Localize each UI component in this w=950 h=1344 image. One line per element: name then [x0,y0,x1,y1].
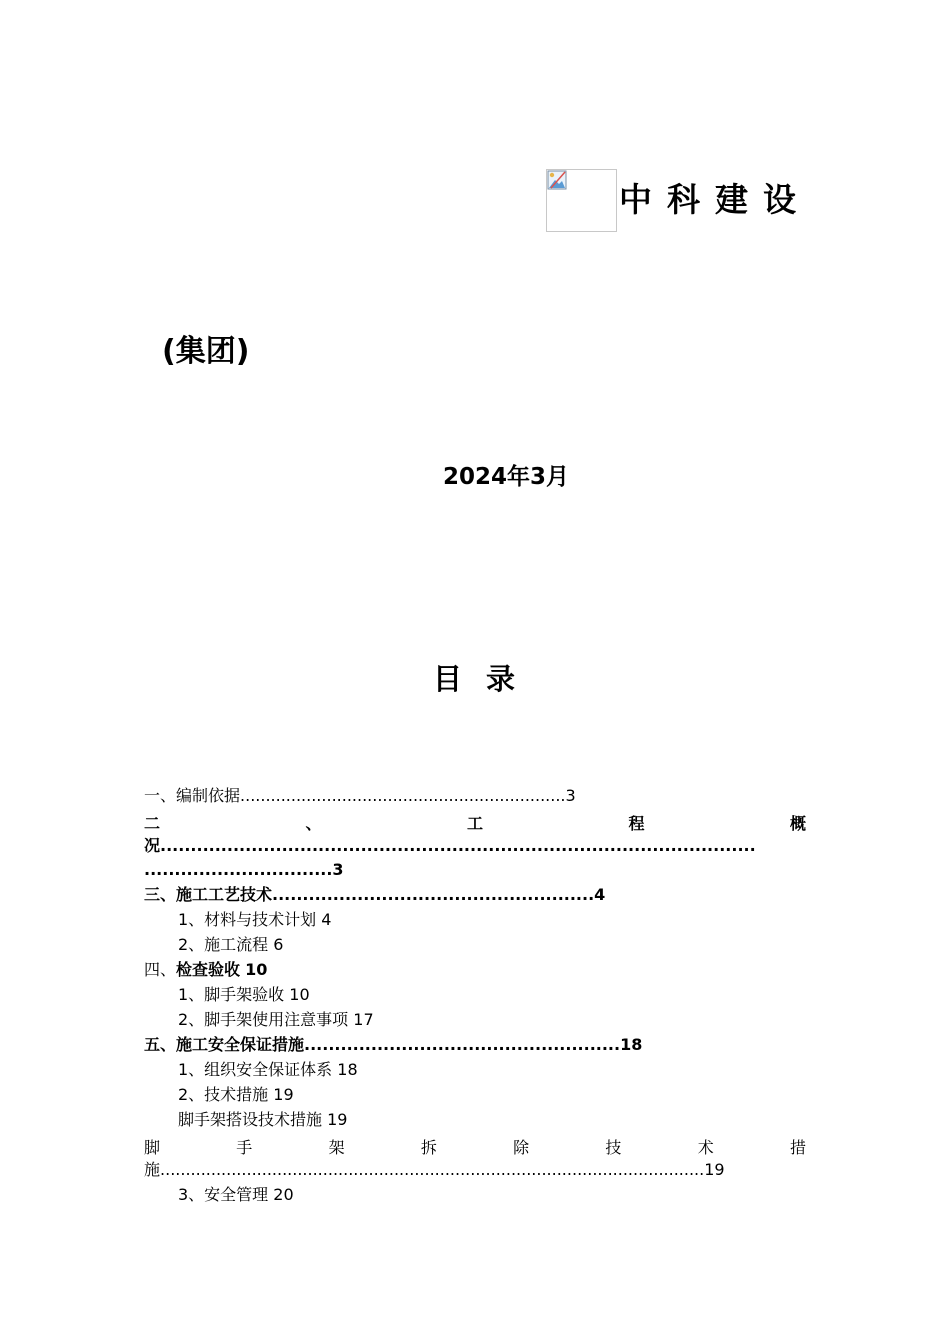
document-date: 2024年3月 [443,464,570,490]
toc-entry[interactable]: 脚手架搭设技术措施 19 [178,1110,348,1129]
company-name: 中科建设 [619,180,811,219]
toc-entry[interactable]: 2、脚手架使用注意事项 17 [178,1010,374,1029]
toc-entry[interactable]: 一、编制依据................................................................3 [144,786,576,805]
toc-entry[interactable]: 2、施工流程 6 [178,935,284,954]
toc-entry-spread[interactable]: 脚 手 架 拆 除 技 术 措 [144,1138,806,1157]
toc-entry[interactable]: 1、脚手架验收 10 [178,985,310,1004]
toc-entry[interactable]: 3、安全管理 20 [178,1185,294,1204]
toc-entry[interactable]: 四、检查验收 10 [144,960,268,979]
company-logo [546,169,617,232]
toc-entry[interactable]: 五、施工安全保证措施....................................................18 [144,1035,643,1054]
toc-title: 目录 [433,662,540,696]
toc-entry[interactable]: 1、材料与技术计划 4 [178,910,332,929]
toc-entry[interactable]: 三、施工工艺技术.....................................................4 [144,885,606,904]
toc-entry-continuation[interactable]: 施...........................................................................................................19 [144,1160,725,1179]
toc-entry-spread[interactable]: 二 、 工 程 概 [144,814,806,833]
toc-entry[interactable]: 况.................................................................................................. [144,836,756,855]
toc-entry[interactable]: 1、组织安全保证体系 18 [178,1060,358,1079]
group-suffix: (集团) [162,334,250,369]
broken-image-icon [547,170,567,190]
toc-entry[interactable]: 2、技术措施 19 [178,1085,294,1104]
toc-entry-continuation[interactable]: ...............................3 [144,860,344,879]
